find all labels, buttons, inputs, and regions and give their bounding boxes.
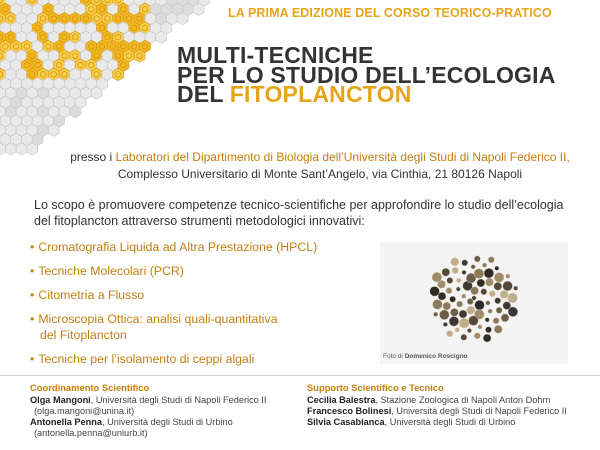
coordination-section xyxy=(30,382,266,440)
topic-item-continuation: del Fitoplancton xyxy=(40,328,127,342)
support-person: Francesco Bolinesi, Università degli Studi di Napoli Federico II xyxy=(307,405,567,416)
support-person: Cecilia Balestra, Stazione Zoologica di Napoli Anton Dohrn xyxy=(307,394,551,405)
title-highlight: FITOPLANCTON xyxy=(229,81,412,107)
title-line-2: PER LO STUDIO DELL’ECOLOGIA xyxy=(177,61,556,88)
title-line-3 xyxy=(177,81,556,107)
venue-address: Complesso Universitario di Monte Sant’Angelo, via Cinthia, 21 80126 Napoli xyxy=(117,167,523,181)
coordinator-email[interactable]: (antonella.penna@uniurb.it) xyxy=(34,428,148,439)
coordination-heading: Coordinamento Scientifico xyxy=(30,382,150,393)
support-heading: Supporto Scientifico e Tecnico xyxy=(307,382,444,393)
coordinator-email[interactable]: (olga.mangoni@unina.it) xyxy=(34,405,135,416)
topic-item: • Tecniche Molecolari (PCR) xyxy=(30,264,184,278)
topic-item: • Citometria a Flusso xyxy=(30,288,144,302)
topic-item: • Microscopia Ottica: analisi quali-quantitativa xyxy=(30,312,278,326)
topic-item: • Cromatografia Liquida ad Altra Prestazione (HPCL) xyxy=(30,240,317,254)
venue-institution: Laboratori del Dipartimento di Biologia dell’Università degli Studi di Napoli Federico II, xyxy=(115,150,570,164)
coordinator: Olga Mangoni, Università degli Studi di Napoli Federico II xyxy=(30,394,267,405)
photo-credit: Foto di Domenico Roscigno xyxy=(383,353,468,360)
course-title xyxy=(177,42,556,107)
title-line-1: MULTI-TECNICHE xyxy=(177,42,374,68)
support-section xyxy=(307,382,567,428)
coordinator: Antonella Penna, Università degli Studi di Urbino xyxy=(30,417,233,428)
diatom-photo xyxy=(380,242,568,364)
topic-item: • Tecniche per l’isolamento di ceppi algali xyxy=(30,352,254,366)
support-person: Silvia Casabianca, Università degli Studi di Urbino xyxy=(307,417,516,428)
course-subtitle: LA PRIMA EDIZIONE DEL CORSO TEORICO-PRATICO xyxy=(228,6,552,20)
venue-line-1 xyxy=(40,149,600,165)
photo-author: Domenico Roscigno xyxy=(404,353,468,360)
venue-prefix: presso i xyxy=(70,150,113,164)
course-intro: Lo scopo è promuovere competenze tecnico-scientifiche per approfondire lo studio dell’ecologia del fitoplancton attraverso strumenti metodologici innovativi: xyxy=(34,198,564,228)
divider xyxy=(0,375,600,376)
title-prefix: DEL xyxy=(177,81,224,107)
